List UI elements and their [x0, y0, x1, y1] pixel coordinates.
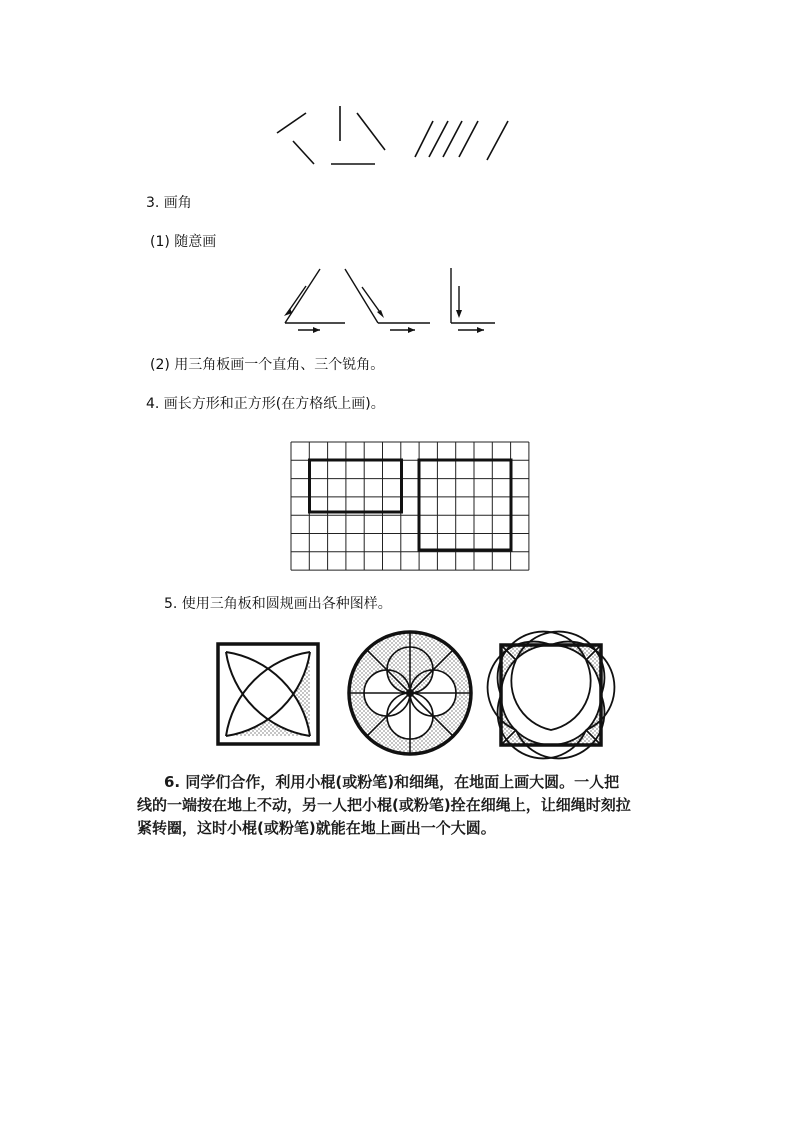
line-fragments-figure [0, 0, 800, 200]
section6-line1: 6. 同学们合作，利用小棍(或粉笔)和细绳，在地面上画大圆。一人把 [164, 773, 620, 791]
angle-drawing-figure [0, 264, 800, 344]
section4-heading: 4. 画长方形和正方形(在方格纸上画)。 [146, 396, 385, 412]
section5-heading: 5. 使用三角板和圆规画出各种图样。 [164, 596, 392, 612]
drawn-square [419, 460, 511, 550]
section6-line2: 线的一端按在地上不动，另一人把小棍(或粉笔)拴在细绳上，让细绳时刻拉 [137, 796, 631, 814]
drawn-rectangle [310, 460, 402, 512]
grid-paper-figure [0, 438, 800, 578]
section3-sub1: (1) 随意画 [150, 234, 217, 250]
pattern-square-circle-cusps [498, 642, 604, 748]
section6-line3: 紧转圈，这时小棍(或粉笔)就能在地上画出一个大圆。 [137, 819, 496, 837]
section3-heading: 3. 画角 [146, 195, 192, 211]
section3-sub2: (2) 用三角板画一个直角、三个锐角。 [150, 357, 385, 373]
pattern-circle-petals [345, 628, 475, 758]
pattern-square-arcs [216, 642, 320, 746]
